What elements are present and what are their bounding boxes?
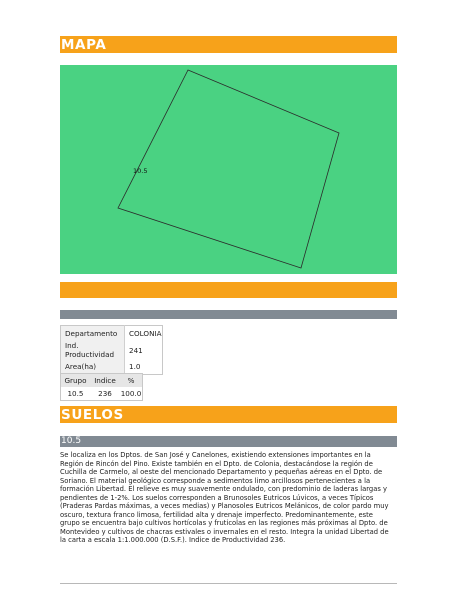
column-header: % bbox=[120, 374, 143, 388]
parcel-outline bbox=[118, 70, 339, 268]
info-label: Ind. Productividad bbox=[61, 341, 125, 359]
percent-cell: 100.0 bbox=[120, 389, 142, 398]
map-panel[interactable] bbox=[60, 65, 397, 274]
info-label: Departamento bbox=[61, 326, 125, 342]
info-value: COLONIA bbox=[125, 326, 163, 342]
index-cell: 236 bbox=[98, 389, 112, 398]
map-footer-bar bbox=[60, 282, 397, 298]
parcel-map bbox=[60, 65, 397, 274]
info-value: 241 bbox=[125, 341, 163, 359]
group-cell: 10.5 bbox=[67, 389, 84, 398]
group-table bbox=[60, 373, 143, 401]
mapa-title: MAPA bbox=[60, 36, 397, 53]
info-label: Area(ha) bbox=[61, 359, 125, 375]
info-table bbox=[60, 325, 163, 375]
suelos-title: SUELOS bbox=[60, 406, 397, 423]
column-header: Grupo bbox=[61, 374, 91, 388]
info-value: 1.0 bbox=[125, 359, 163, 375]
table-row bbox=[61, 387, 143, 401]
table-row bbox=[61, 326, 163, 342]
parcel-label: 10.5 bbox=[133, 167, 148, 175]
soil-description: Se localiza en los Dptos. de San José y Canelones, existiendo extensiones importantes en la Región de Rincón del Pino. Existe también en el Dpto. de Colonia, destacándose la región de Cuchilla de Carmelo, al oeste del mencionado Departamento y pequeñas aéreas en el Dpto. de Soriano. El material geológico corresponde a sedimentos limo arcillosos pertenecientes a la formación Libertad. El relieve es muy suavemente ondulado, con predominio de laderas largas y pendientes de 1-2%. Los suelos corresponden a Brunosoles Eutricos Lúvicos, a veces Típicos (Praderas Pardas máximas, a veces medias) y Planosoles Eutricos Melánicos, de color pardo muy oscuro, textura franco limosa, fertilidad alta y drenaje imperfecto. Predominantemente, este grupo se encuentra bajo cultivos hortícolas y fruticolas en las regiones más próximas al Dpto. de Montevideo y cultivos de chacras estivales o invernales en el resto. Integra la unidad Libertad de la carta a escala 1:1.000.000 (D.S.F.). Indice de Productividad 236. bbox=[60, 451, 389, 544]
footer-rule bbox=[60, 583, 397, 584]
table-header-row bbox=[61, 374, 143, 388]
table-row bbox=[61, 341, 163, 359]
divider-bar bbox=[60, 310, 397, 319]
soil-group-heading: 10.5 bbox=[60, 436, 397, 447]
column-header: Indice bbox=[90, 374, 120, 388]
